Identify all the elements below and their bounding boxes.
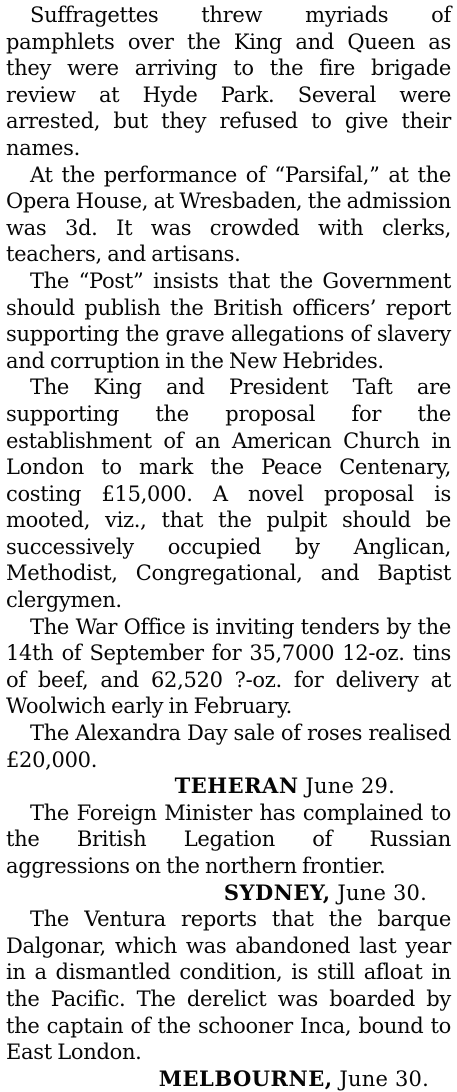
paragraph-war-office: The War Office is inviting tenders by the 14th of September for 35,7000 12-oz. tins of beef, and 62,520 ?-oz. for delivery at Woolwich early in February.	[6, 614, 451, 719]
paragraph-foreign-minister: The Foreign Minister has complained to the British Legation of Russian aggressions on the northern frontier.	[6, 800, 451, 878]
dateline-date: June 30.	[339, 1066, 429, 1091]
dateline-date: June 30.	[337, 880, 427, 905]
dateline-teheran	[6, 773, 451, 800]
dateline-place: MELBOURNE,	[158, 1065, 333, 1091]
paragraph-american-church: The King and President Taft are supporting the proposal for the establishment of an American Church in London to mark the Peace Centenary, costing £15,000. A novel proposal is mooted, viz., that the pulpit should be successively occupied by Anglican, Methodist, Congregational, and Baptist clergymen.	[6, 375, 451, 613]
paragraph-alexandra-day: The Alexandra Day sale of roses realised £20,000.	[6, 721, 451, 772]
dateline-melbourne	[6, 1066, 451, 1092]
paragraph-suffragettes: Suffragettes threw myriads of pamphlets over the King and Queen as they were arriving to the fire brigade review at Hyde Park. Several were arrested, but they refused to give their names.	[6, 3, 451, 160]
dateline-place: TEHERAN	[174, 773, 299, 799]
dateline-sydney	[6, 880, 451, 907]
paragraph-post-hebrides: The “Post” insists that the Government should publish the British officers’ report supporting the grave allegations of slavery and corruption in the New Hebrides.	[6, 268, 451, 373]
paragraph-ventura-dalgonar: The Ventura reports that the barque Dalgonar, which was abandoned last year in a dismantled condition, is still afloat in the Pacific. The derelict was boarded by the captain of the schooner Inca, bound to East London.	[6, 907, 451, 1065]
dateline-date: June 29.	[305, 774, 395, 799]
dateline-place: SYDNEY,	[223, 879, 331, 905]
paragraph-parsifal: At the performance of “Parsifal,” at the Opera House, at Wresbaden, the admission was 3d. It was crowded with clerks, teachers, and artisans.	[6, 162, 451, 267]
